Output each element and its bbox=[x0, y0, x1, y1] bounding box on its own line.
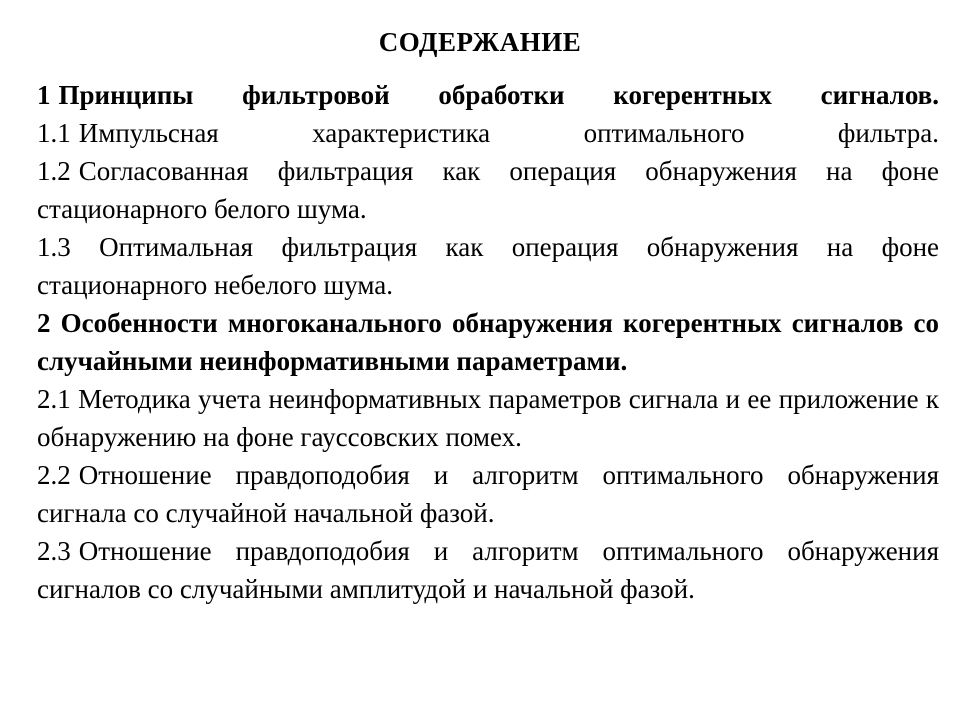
toc-entry-text: Отношение правдоподобия и алгоритм оптимального обнаружения сигнала со случайной начальной фазой. bbox=[37, 460, 939, 528]
table-of-contents bbox=[37, 76, 939, 608]
toc-entry-2-2 bbox=[37, 456, 939, 532]
toc-entry-number: 2.1 bbox=[37, 384, 71, 414]
toc-entry-1 bbox=[37, 76, 939, 114]
toc-entry-number: 1.1 bbox=[37, 118, 71, 148]
toc-entry-text: Оптимальная фильтрация как операция обнаружения на фоне стационарного небелого шума. bbox=[37, 232, 939, 300]
toc-entry-number: 1 bbox=[37, 80, 51, 110]
toc-entry-2-1 bbox=[37, 380, 939, 456]
toc-entry-text: Особенности многоканального обнаружения когерентных сигналов со случайными неинформативными параметрами. bbox=[37, 308, 939, 376]
toc-entry-text: Согласованная фильтрация как операция обнаружения на фоне стационарного белого шума. bbox=[37, 156, 939, 224]
toc-entry-text: Методика учета неинформативных параметров сигнала и ее приложение к обнаружению на фоне гауссовских помех. bbox=[37, 384, 939, 452]
toc-entry-1-1 bbox=[37, 114, 939, 152]
toc-entry-text: Отношение правдоподобия и алгоритм оптимального обнаружения сигналов со случайными амплитудой и начальной фазой. bbox=[37, 536, 939, 604]
toc-entry-2-3 bbox=[37, 532, 939, 608]
toc-entry-number: 2 bbox=[37, 308, 51, 338]
toc-entry-1-2 bbox=[37, 152, 939, 228]
toc-entry-1-3 bbox=[37, 228, 939, 304]
toc-entry-text: Принципы фильтровой обработки когерентных сигналов. bbox=[58, 80, 939, 110]
toc-entry-number: 1.3 bbox=[37, 232, 71, 262]
toc-entry-number: 2.2 bbox=[37, 460, 71, 490]
toc-entry-text: Импульсная характеристика оптимального фильтра. bbox=[78, 118, 939, 148]
toc-entry-number: 2.3 bbox=[37, 536, 71, 566]
toc-entry-2 bbox=[37, 304, 939, 380]
page-title: СОДЕРЖАНИЕ bbox=[378, 27, 582, 57]
toc-entry-number: 1.2 bbox=[37, 156, 71, 186]
